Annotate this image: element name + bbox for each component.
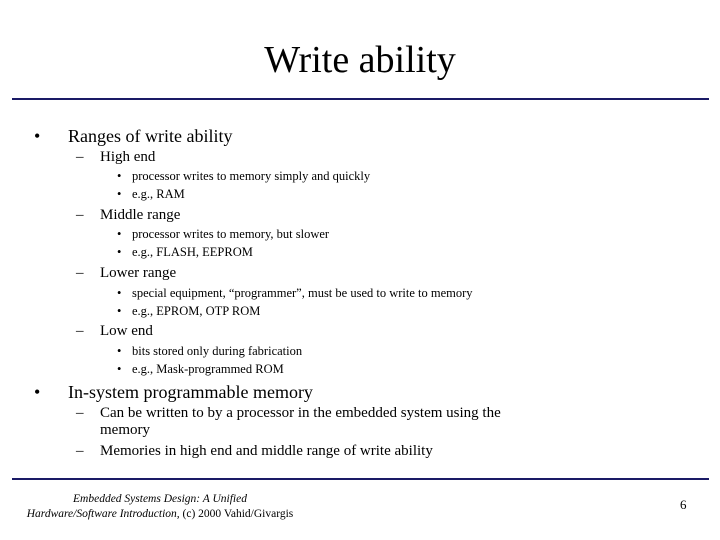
sub-bullet-high-end: High end [100, 149, 156, 165]
sub-bullet-lower-range: Lower range [100, 265, 177, 281]
dash-marker: – [76, 323, 84, 339]
footer-book-subtitle [10, 507, 310, 522]
detail-item: processor writes to memory, but slower [132, 227, 330, 241]
bullet-marker: • [117, 227, 122, 241]
bullet-in-system-programmable-memory: In-system programmable memory [68, 382, 313, 402]
bullet-marker: • [34, 382, 41, 402]
detail-item: bits stored only during fabrication [132, 344, 303, 358]
dash-marker: – [76, 207, 84, 223]
detail-item: special equipment, “programmer”, must be used to write to memory [132, 286, 473, 300]
bullet-marker: • [117, 286, 122, 300]
slide-title: Write ability [264, 39, 456, 81]
bullet-marker: • [117, 187, 122, 201]
bullet-ranges-of-write-ability: Ranges of write ability [68, 126, 233, 146]
title-divider [12, 98, 709, 100]
dash-marker: – [76, 443, 84, 459]
bullet-marker: • [117, 245, 122, 259]
dash-marker: – [76, 405, 84, 421]
bullet-marker: • [117, 304, 122, 318]
sub-bullet-low-end: Low end [100, 323, 153, 339]
sub-bullet-written-by-processor: Can be written to by a processor in the embedded system using the [100, 405, 501, 421]
footer-copyright: (c) 2000 Vahid/Givargis [179, 508, 294, 520]
detail-item: processor writes to memory simply and quickly [132, 169, 371, 183]
dash-marker: – [76, 265, 84, 281]
page-number: 6 [680, 497, 687, 512]
footer-citation [10, 492, 310, 522]
footer-book-subtitle-italic: Hardware/Software Introduction, [26, 508, 180, 520]
detail-item: e.g., Mask-programmed ROM [132, 362, 284, 376]
sub-bullet-written-by-processor-cont: memory [100, 422, 150, 438]
sub-bullet-middle-range: Middle range [100, 207, 181, 223]
bullet-marker: • [117, 344, 122, 358]
bullet-marker: • [117, 169, 122, 183]
bullet-marker: • [117, 362, 122, 376]
detail-item: e.g., RAM [132, 187, 185, 201]
dash-marker: – [76, 149, 84, 165]
footer-divider [12, 478, 709, 480]
sub-bullet-memories-high-middle: Memories in high end and middle range of write ability [100, 443, 433, 459]
bullet-marker: • [34, 126, 41, 146]
detail-item: e.g., EPROM, OTP ROM [132, 304, 261, 318]
detail-item: e.g., FLASH, EEPROM [132, 245, 253, 259]
footer-book-title: Embedded Systems Design: A Unified [73, 493, 247, 505]
